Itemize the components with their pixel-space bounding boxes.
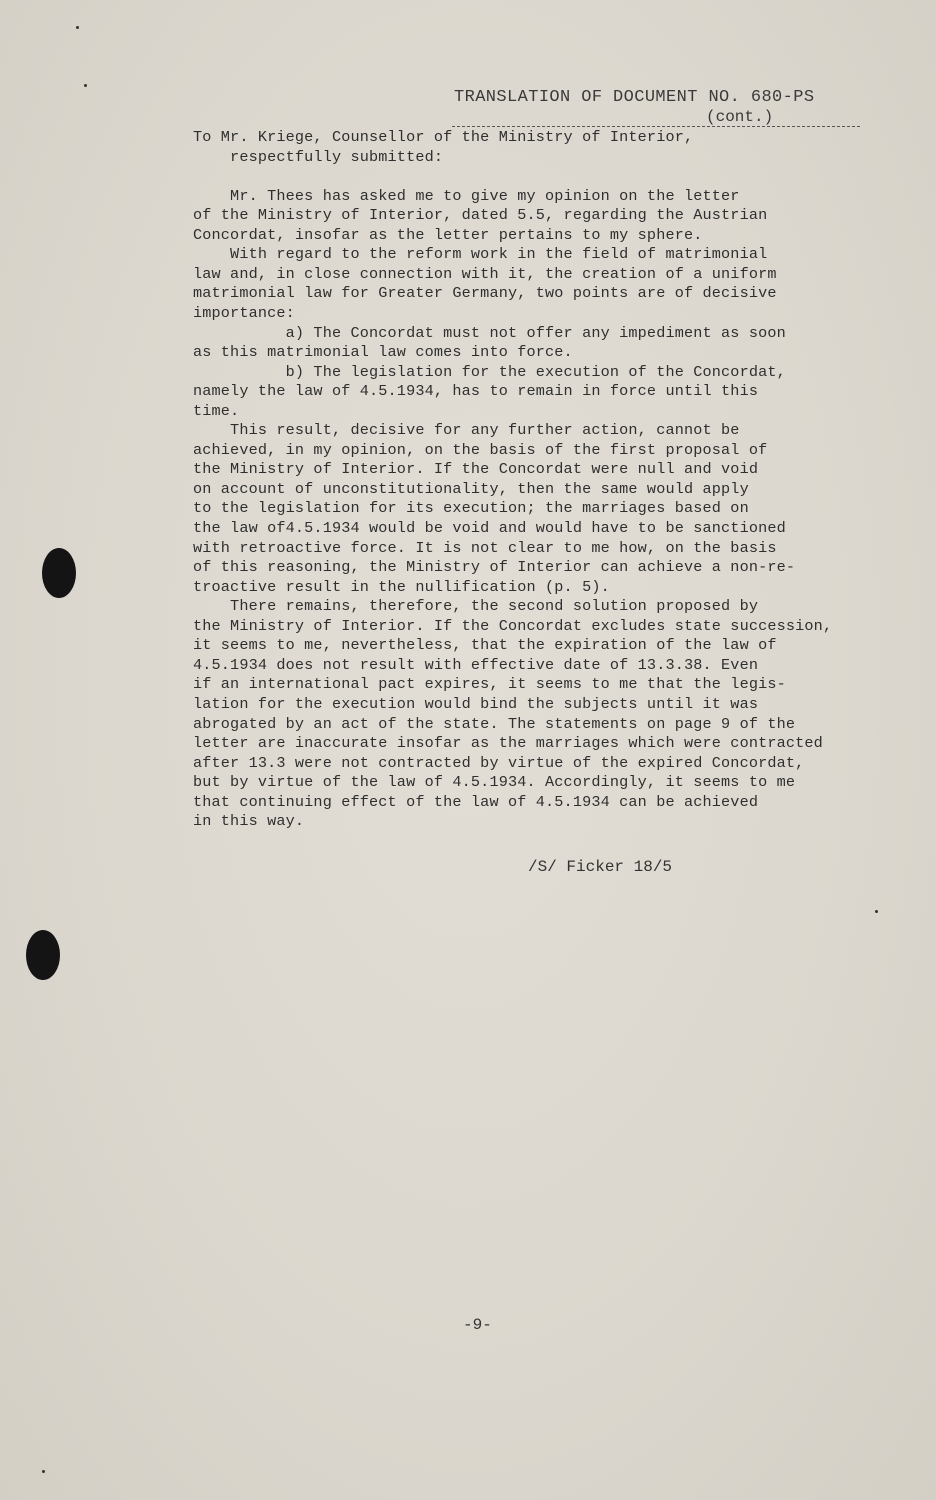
letter-line: importance: xyxy=(193,303,295,322)
letter-line: after 13.3 were not contracted by virtue of the expired Concordat, xyxy=(193,753,805,772)
letter-line: if an international pact expires, it seems to me that the legis- xyxy=(193,675,786,694)
document-title: TRANSLATION OF DOCUMENT NO. 680-PS xyxy=(454,88,815,107)
letter-line: troactive result in the nullification (p. 5). xyxy=(193,577,610,596)
letter-line: a) The Concordat must not offer any impediment as soon xyxy=(193,323,786,342)
letter-line: time. xyxy=(193,401,240,420)
paper-speck xyxy=(875,910,878,913)
letter-line: but by virtue of the law of 4.5.1934. Accordingly, it seems to me xyxy=(193,773,796,792)
document-title-continued: (cont.) xyxy=(706,108,774,126)
letter-line: 4.5.1934 does not result with effective date of 13.3.38. Even xyxy=(193,655,759,674)
paper-speck xyxy=(84,84,87,87)
paper-speck xyxy=(42,1470,45,1473)
letter-line: of this reasoning, the Ministry of Interior can achieve a non-re- xyxy=(193,558,796,577)
letter-line: letter are inaccurate insofar as the marriages which were contracted xyxy=(193,734,823,753)
letter-line: lation for the execution would bind the subjects until it was xyxy=(193,694,759,713)
letter-line: matrimonial law for Greater Germany, two points are of decisive xyxy=(193,284,777,303)
letter-line: namely the law of 4.5.1934, has to remain in force until this xyxy=(193,382,759,401)
paper-speck xyxy=(76,26,79,29)
letter-line: Mr. Thees has asked me to give my opinion on the letter xyxy=(193,186,740,205)
page-number: -9- xyxy=(463,1316,492,1334)
title-underline xyxy=(452,126,860,127)
letter-line: to the legislation for its execution; the marriages based on xyxy=(193,499,749,518)
letter-line: in this way. xyxy=(193,812,305,831)
letter-line: To Mr. Kriege, Counsellor of the Ministry of Interior, xyxy=(193,128,694,146)
letter-line: This result, decisive for any further action, cannot be xyxy=(193,421,740,440)
letter-line: With regard to the reform work in the field of matrimonial xyxy=(193,245,768,264)
letter-line: the Ministry of Interior. If the Concordat were null and void xyxy=(193,460,759,479)
letter-line: the Ministry of Interior. If the Concordat excludes state succession, xyxy=(193,616,833,635)
punch-hole-upper xyxy=(42,548,76,598)
letter-line: that continuing effect of the law of 4.5.1934 can be achieved xyxy=(193,792,759,811)
letter-line: respectfully submitted: xyxy=(193,147,444,166)
letter-line: Concordat, insofar as the letter pertains to my sphere. xyxy=(193,225,703,244)
letter-line: it seems to me, nevertheless, that the expiration of the law of xyxy=(193,636,777,655)
letter-line: b) The legislation for the execution of the Concordat, xyxy=(193,362,786,381)
letter-line: of the Ministry of Interior, dated 5.5, regarding the Austrian xyxy=(193,206,768,225)
letter-line: law and, in close connection with it, the creation of a uniform xyxy=(193,264,777,283)
signature: /S/ Ficker 18/5 xyxy=(528,858,673,876)
letter-line: on account of unconstitutionality, then the same would apply xyxy=(193,479,749,498)
letter-line: as this matrimonial law comes into force. xyxy=(193,343,573,362)
letter-line: achieved, in my opinion, on the basis of the first proposal of xyxy=(193,440,768,459)
punch-hole-lower xyxy=(26,930,60,980)
letter-line: There remains, therefore, the second solution proposed by xyxy=(193,597,759,616)
letter-line: abrogated by an act of the state. The statements on page 9 of the xyxy=(193,714,796,733)
letter-line: the law of4.5.1934 would be void and would have to be sanctioned xyxy=(193,519,786,537)
letter-line: with retroactive force. It is not clear to me how, on the basis xyxy=(193,538,777,557)
